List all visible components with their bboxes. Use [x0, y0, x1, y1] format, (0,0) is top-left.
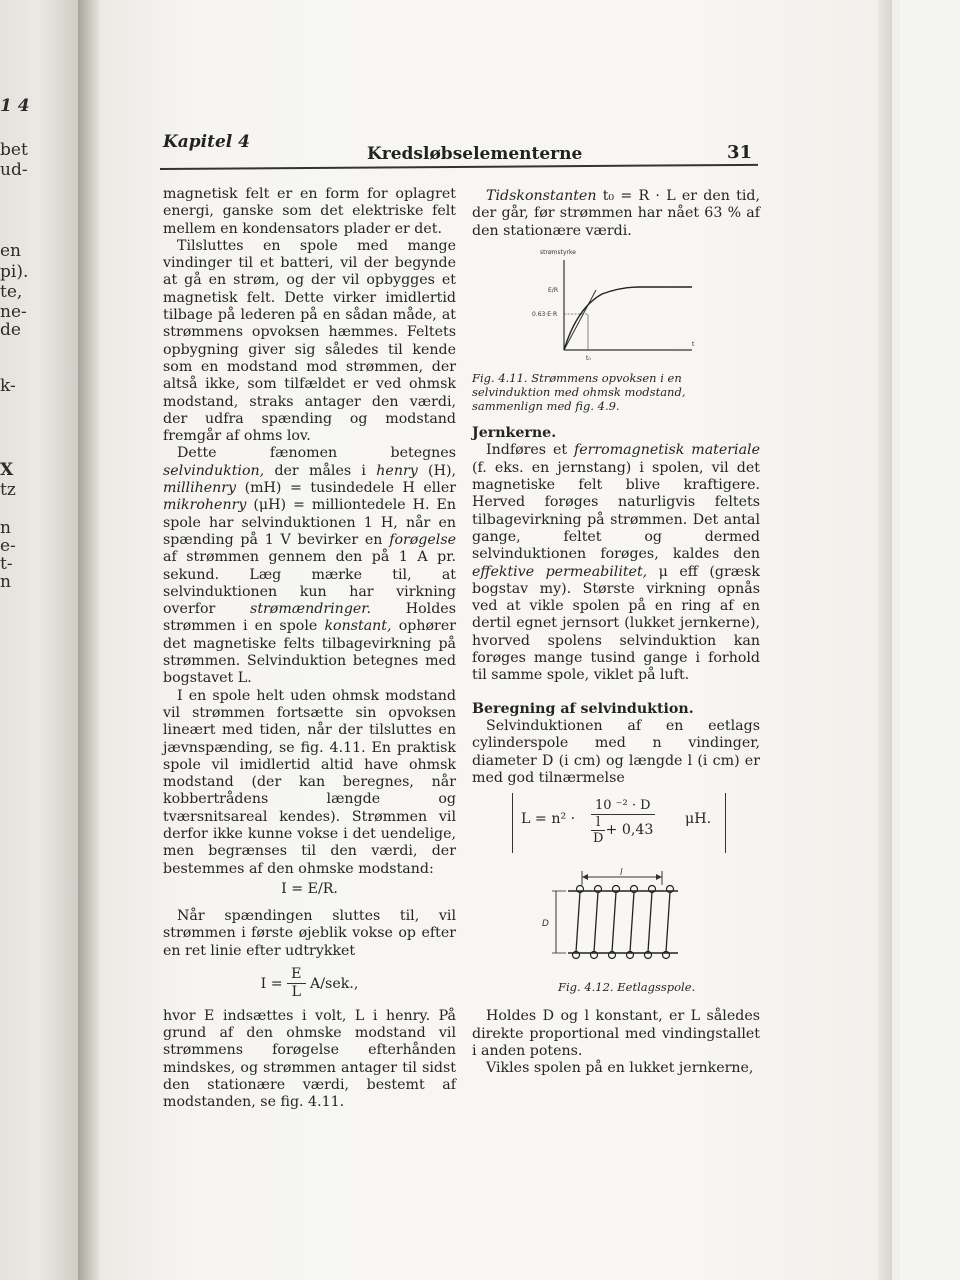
current-rise-graph: [472, 246, 722, 364]
left-text-column: [163, 186, 456, 1111]
tangent-line: [564, 290, 596, 350]
header-rule: [160, 164, 758, 170]
label-063: 0.63·E·R: [532, 310, 558, 318]
book-gutter: [78, 0, 100, 1280]
figure-caption: Fig. 4.11. Strømmens opvoksen i en selvinduktion med ohmsk modstand, sammenlign med fig. 4.9.: [472, 371, 686, 414]
margin-fragment: e-: [0, 536, 16, 556]
margin-fragment: t-: [0, 554, 13, 574]
label-t: t: [692, 340, 695, 348]
margin-fragment: X: [0, 460, 14, 480]
label-l: l: [620, 868, 623, 879]
margin-fragment: 1 4: [0, 96, 30, 116]
paragraph: Tilsluttes en spole med mange vindinger til et batteri, vil der begynde at gå en strøm, og der vil opbygges et magnetisk felt. Dette virker imidlertid tilbage på lederen på en sådan måde, at strømmens opvoksen hæmmes. Feltets opbygning giver sig således til kende som en modstand mod strømmen, der altså ikke, som tilfældet er ved ohmsk modstand, straks antager den værdi, der udfra spænding og modstand fremgår af ohms lov.: [163, 237, 456, 445]
margin-fragment: ne-: [0, 302, 27, 322]
paragraph-tidskonstant: Tidskonstanten t₀ = R · L er den tid, der går, før strømmen har nået 63 % af den stationære værdi.: [472, 188, 760, 239]
arrow-right-icon: [656, 874, 662, 880]
paragraph: hvor E indsættes i volt, L i henry. På grund af den ohmske modstand vil strømmens forøgelse efterhånden mindskes, og strømmen antager til sidst den stationære værdi, bestemt af modstanden, se fig. 4.11.: [163, 1007, 456, 1111]
figure-caption: Fig. 4.12. Eetlagsspole.: [558, 980, 696, 995]
paragraph: I en spole helt uden ohmsk modstand vil strømmen fortsætte sin opvoksen lineært med tiden, når der tilsluttes en jævnspænding, se fig. 4.11. En praktisk spole vil imidlertid altid have ohmsk modstand (der kan beregnes, når kobbertrådens længde og tværsnitsareal kendes). Strømmen vil derfor ikke kunne vokse i det uendelige, men begrænses til den værdi, der bestemmes af den ohmske modstand:: [163, 687, 456, 877]
formula-rate: I = $\frac{E}{L}$ A/sek.,: [260, 966, 359, 1001]
left-page-edge: [0, 0, 90, 1280]
current-curve: [564, 287, 692, 350]
formula-ohm: I = E/R.: [281, 880, 338, 897]
section-title: Kredsløbselementerne: [367, 144, 583, 164]
figure-4-11: [472, 246, 760, 413]
paragraph: Vikles spolen på en lukket jernkerne,: [486, 1060, 754, 1077]
chapter-label: Kapitel 4: [163, 132, 251, 152]
margin-fragment: ud-: [0, 160, 28, 180]
margin-fragment: de: [0, 320, 21, 340]
paragraph-selvinduktion: Dette fænomen betegnes selvinduktion, der måles i henry (H), millihenry (mH) = tusindedele H eller mikrohenry (μH) = milliontedele H. En spole har selvinduktionen 1 H, når en spænding på 1 V bevirker en forøgelse af strømmen gennem den på 1 A pr. sekund. Læg mærke til, at selvinduktionen kun har virkning overfor strømændringer. Holdes strømmen i en spole konstant, ophører det magnetiske felts tilbagevirkning på strømmen. Selvinduktion betegnes med bogstavet L.: [163, 445, 456, 687]
heading-beregning: Beregning af selvinduktion.: [472, 700, 694, 717]
paragraph-jernkerne: Indføres et ferromagnetisk materiale (f. eks. en jernstang) i spolen, vil det magnetiske felt blive kraftigere. Herved forøges naturligvis feltets tilbagevirkning på strømmen. Det antal gange, feltet og dermed selvinduktionen forøges, kaldes den effektive permeabilitet, μ eff (græsk bogstav my). Største virkning opnås ved at vikle spolen på en ring af en dertil egnet jernsort (lukket jernkerne), hvorved spolens selvinduktion kan forøges mange tusind gange i forhold til samme spole, viklet på luft.: [472, 442, 760, 684]
page-edge: [878, 0, 892, 1280]
graph-ylabel: strømstyrke: [540, 248, 576, 256]
single-layer-coil-drawing: [472, 867, 732, 979]
margin-fragment: pi).: [0, 262, 29, 282]
margin-fragment: n: [0, 518, 11, 538]
paragraph: Selvinduktionen af en eetlags cylinderspole med n vindinger, diameter D (i cm) og længde l (i cm) er med god tilnærmelse: [472, 717, 760, 786]
formula-inductance: L = n² · 10 ⁻² · D $\frac{l}{D}$ + 0,43 μH.: [512, 793, 726, 853]
right-text-column: [472, 188, 760, 1078]
margin-fragment: te,: [0, 282, 23, 302]
heading-jernkerne: Jernkerne.: [472, 425, 557, 442]
figure-4-12: [472, 867, 760, 994]
running-header: [160, 132, 760, 172]
paragraph: Holdes D og l konstant, er L således direkte proportional med vindingstallet i anden potens.: [472, 1008, 760, 1060]
page-number: 31: [727, 142, 753, 163]
margin-fragment: n: [0, 572, 11, 592]
margin-fragment: bet: [0, 140, 28, 160]
label-D: D: [542, 919, 549, 930]
margin-fragment: tz: [0, 480, 16, 500]
margin-fragment: en: [0, 241, 22, 261]
paragraph: magnetisk felt er en form for oplagret energi, ganske som det elektriske felt mellem en kondensators plader er det.: [163, 186, 456, 237]
winding-lines: [576, 892, 670, 952]
margin-fragment: k-: [0, 376, 16, 396]
paragraph: Når spændingen sluttes til, vil strømmen i første øjeblik vokse op efter en ret linie efter udtrykket: [163, 908, 456, 959]
arrow-left-icon: [582, 874, 588, 880]
label-er: E/R: [548, 286, 558, 294]
label-t0: t₀: [586, 354, 591, 362]
